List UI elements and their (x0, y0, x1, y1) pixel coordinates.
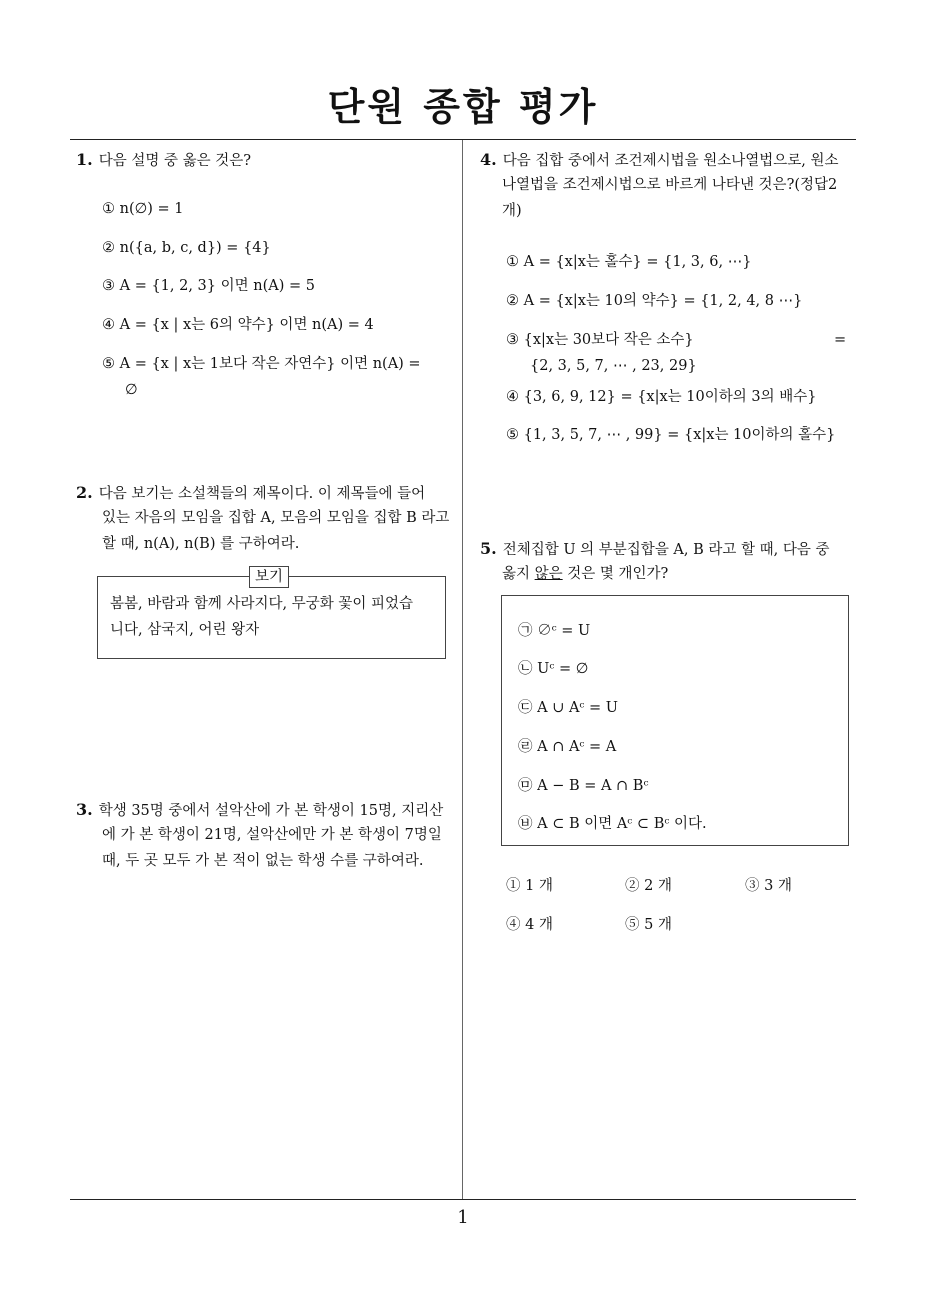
statement-6: ㉥ A ⊂ B 이면 Aᶜ ⊂ Bᶜ 이다. (518, 816, 707, 832)
header-rule (70, 139, 856, 140)
question-3-line-1: 학생 35명 중에서 설악산에 가 본 학생이 15명, 지리산 (98, 803, 444, 819)
question-5-line-1: 전체집합 U 의 부분집합을 A, B 라고 할 때, 다음 중 (502, 542, 830, 558)
question-4-line-3: 개) (502, 203, 522, 219)
q5-answer-3: ③ 3 개 (745, 878, 792, 894)
question-2-prompt (76, 479, 425, 508)
example-box-label: 보기 (249, 566, 289, 588)
q1-option-3: ③ A = {1, 2, 3} 이면 n(A) = 5 (102, 278, 315, 294)
q1-option-5-continued: ∅ (125, 382, 138, 398)
question-5-number: 5. (480, 539, 497, 558)
page-number: 1 (457, 1207, 469, 1228)
question-4-line-2: 나열법을 조건제시법으로 바르게 나타낸 것은?(정답2 (502, 177, 838, 193)
q1-option-2: ② n({a, b, c, d}) = {4} (102, 240, 271, 256)
question-3-number: 3. (76, 800, 93, 819)
q5-line2-post: 것은 몇 개인가? (562, 566, 669, 582)
statement-5: ㉤ A − B = A ∩ Bᶜ (518, 778, 649, 794)
q1-option-4: ④ A = {x | x는 6의 약수} 이면 n(A) = 4 (102, 317, 374, 333)
question-5-prompt (480, 535, 829, 564)
q5-answer-5: ⑤ 5 개 (625, 917, 672, 933)
example-box-line-1: 봄봄, 바람과 함께 사라지다, 무궁화 꽃이 피었습 (110, 596, 414, 612)
page-title: 단원 종합 평가 (327, 85, 599, 129)
question-2-line-3: 할 때, n(A), n(B) 를 구하여라. (102, 536, 300, 552)
question-4-line-1: 다음 집합 중에서 조건제시법을 원소나열법으로, 원소 (502, 153, 839, 169)
question-4-number: 4. (480, 150, 497, 169)
statement-1: ㉠ ∅ᶜ = U (518, 623, 591, 639)
question-2-number: 2. (76, 483, 93, 502)
question-4-prompt (480, 146, 839, 175)
question-1-text: 다음 설명 중 옳은 것은? (98, 153, 251, 169)
q1-option-5: ⑤ A = {x | x는 1보다 작은 자연수} 이면 n(A) = (102, 356, 421, 372)
question-3-line-2: 에 가 본 학생이 21명, 설악산에만 가 본 학생이 7명일 (102, 827, 442, 843)
q5-underlined-word: 않은 (534, 566, 563, 582)
q4-option-5: ⑤ {1, 3, 5, 7, ⋯ , 99} = {x|x는 10이하의 홀수} (506, 427, 836, 443)
question-1-prompt (76, 146, 251, 175)
q4-option-3-equals: = (834, 332, 847, 348)
q4-option-3: ③ {x|x는 30보다 작은 소수} (506, 332, 694, 348)
question-5-line-2 (502, 561, 668, 588)
q4-option-2: ② A = {x|x는 10의 약수} = {1, 2, 4, 8 ⋯} (506, 293, 803, 309)
statement-4: ㉣ A ∩ Aᶜ = A (518, 739, 617, 755)
q4-option-1: ① A = {x|x는 홀수} = {1, 3, 6, ⋯} (506, 254, 752, 270)
statement-2: ㉡ Uᶜ = ∅ (518, 661, 589, 677)
question-2-line-1: 다음 보기는 소설책들의 제목이다. 이 제목들에 들어 (98, 486, 426, 502)
q5-line2-pre: 옳지 (502, 566, 535, 582)
q5-answer-4: ④ 4 개 (506, 917, 553, 933)
question-3-prompt (76, 796, 443, 825)
q1-option-1: ① n(∅) = 1 (102, 201, 184, 217)
question-3-line-3: 때, 두 곳 모두 가 본 적이 없는 학생 수를 구하여라. (102, 853, 424, 869)
question-2-line-2: 있는 자음의 모임을 집합 A, 모음의 모임을 집합 B 라고 (102, 510, 450, 526)
statement-3: ㉢ A ∪ Aᶜ = U (518, 700, 619, 716)
footer-rule (70, 1199, 856, 1200)
question-1-number: 1. (76, 150, 93, 169)
q5-answer-1: ① 1 개 (506, 878, 553, 894)
column-divider (462, 140, 463, 1200)
q5-answer-2: ② 2 개 (625, 878, 672, 894)
q4-option-4: ④ {3, 6, 9, 12} = {x|x는 10이하의 3의 배수} (506, 389, 817, 405)
q4-option-3-continued: {2, 3, 5, 7, ⋯ , 23, 29} (530, 358, 697, 374)
example-box-line-2: 니다, 삼국지, 어린 왕자 (110, 622, 260, 638)
